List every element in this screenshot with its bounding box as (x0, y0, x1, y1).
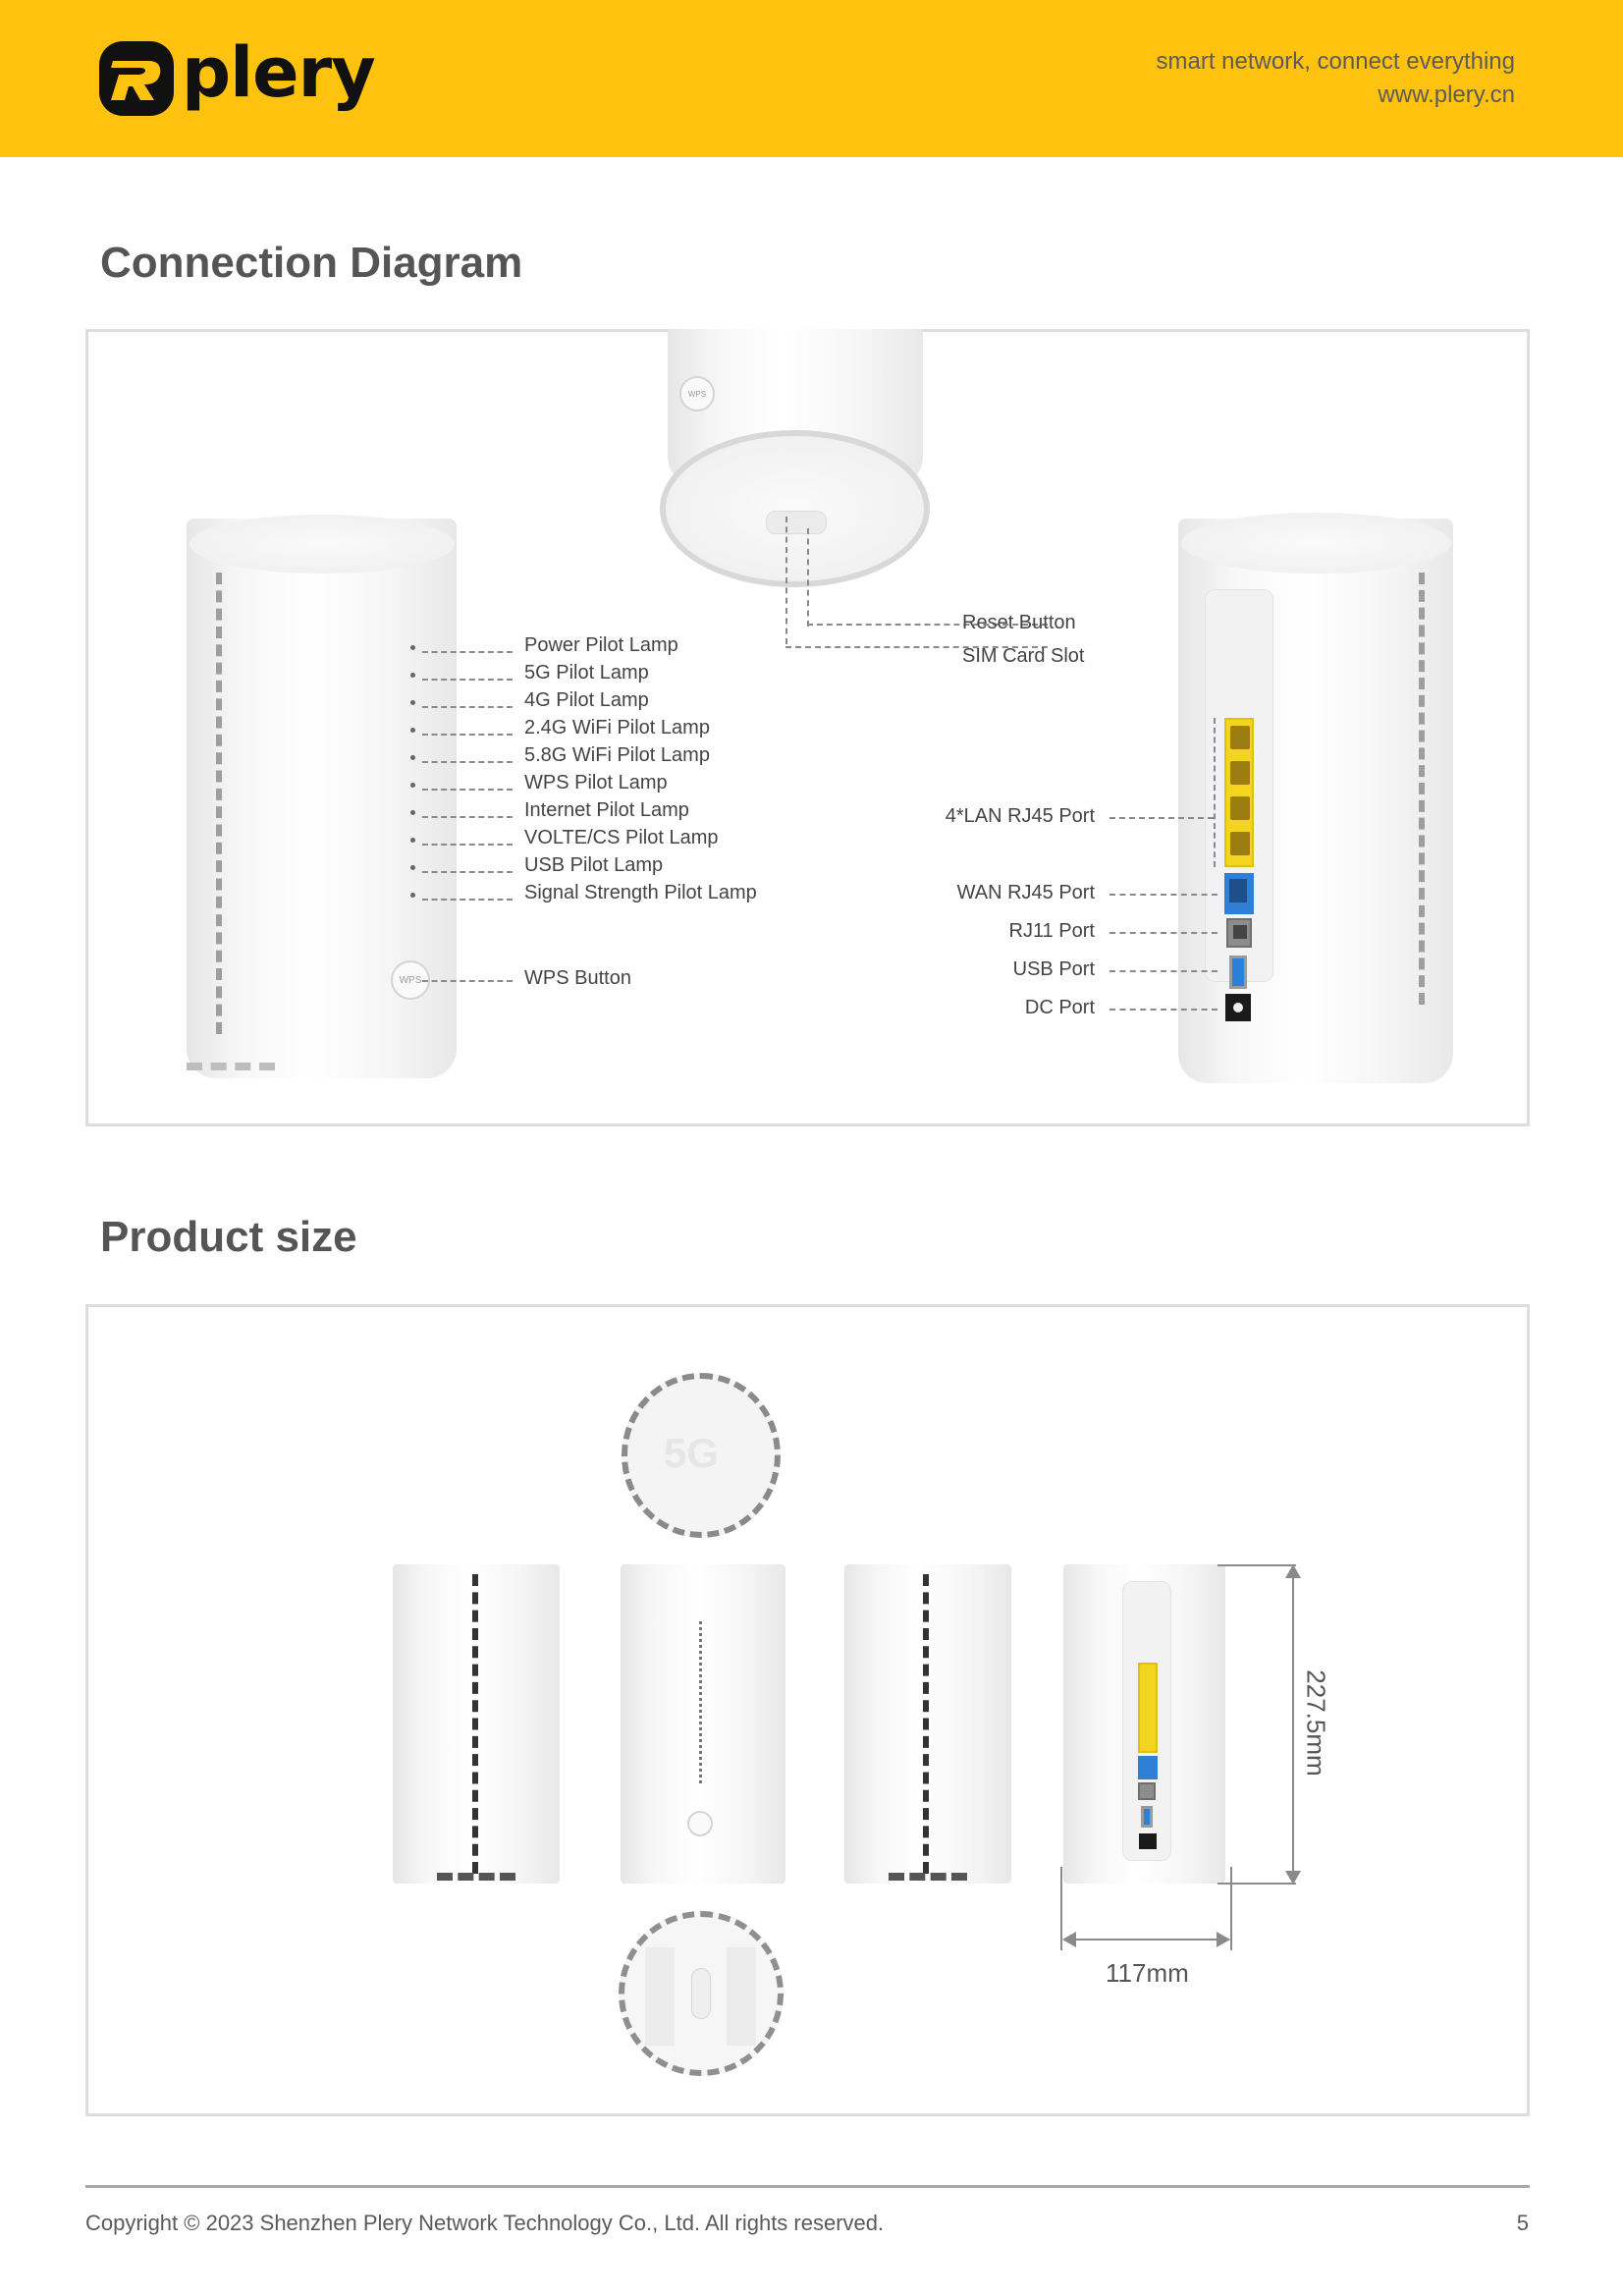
dc-port-icon (1225, 994, 1251, 1021)
label-sim-card-slot: SIM Card Slot (962, 645, 1085, 667)
label-24g-wifi-pilot-lamp: 2.4G WiFi Pilot Lamp (524, 717, 710, 738)
wps-button-icon: WPS (391, 960, 430, 1000)
label-lan-rj45-port: 4*LAN RJ45 Port (945, 805, 1095, 827)
wan-port-icon (1224, 873, 1254, 914)
width-label: 117mm (1106, 1958, 1189, 1988)
label-rj11-port: RJ11 Port (1008, 920, 1095, 942)
wps-button-small-icon (687, 1811, 713, 1836)
page-number: 5 (1516, 2211, 1529, 2235)
wps-button-side-icon: WPS (679, 376, 715, 411)
label-internet-pilot-lamp: Internet Pilot Lamp (524, 799, 689, 821)
tagline-text: smart network, connect everything (1156, 48, 1515, 75)
section-title-connection-diagram: Connection Diagram (100, 239, 523, 287)
website-link[interactable]: www.plery.cn (1378, 82, 1515, 108)
label-4g-pilot-lamp: 4G Pilot Lamp (524, 689, 649, 711)
label-usb-port: USB Port (1012, 958, 1095, 980)
height-label: 227.5mm (1301, 1669, 1331, 1777)
rj11-port-icon (1226, 918, 1252, 948)
lan-ports-icon (1224, 718, 1254, 867)
logo-mark-icon (99, 41, 174, 116)
brand-name: plery (182, 32, 375, 113)
label-wps-pilot-lamp: WPS Pilot Lamp (524, 772, 668, 793)
footer-copyright: Copyright © 2023 Shenzhen Plery Network Technology Co., Ltd. All rights reserved. (85, 2211, 885, 2235)
label-wps-button: WPS Button (524, 967, 631, 989)
top-5g-mark: 5G (664, 1430, 720, 1476)
usb-port-icon (1229, 956, 1247, 989)
label-signal-strength-pilot-lamp: Signal Strength Pilot Lamp (524, 882, 757, 903)
label-power-pilot-lamp: Power Pilot Lamp (524, 634, 678, 656)
brand-logo (99, 32, 375, 116)
label-dc-port: DC Port (1024, 997, 1095, 1018)
label-wan-rj45-port: WAN RJ45 Port (956, 882, 1095, 903)
label-5g-pilot-lamp: 5G Pilot Lamp (524, 662, 649, 683)
section-title-product-size: Product size (100, 1213, 357, 1261)
label-volte-cs-pilot-lamp: VOLTE/CS Pilot Lamp (524, 827, 719, 848)
header-tagline (1157, 45, 1516, 112)
label-usb-pilot-lamp: USB Pilot Lamp (524, 854, 664, 876)
connection-diagram-figure (85, 329, 1530, 1126)
footer-divider (85, 2185, 1530, 2188)
label-reset-button: Reset Button (962, 612, 1076, 633)
label-58g-wifi-pilot-lamp: 5.8G WiFi Pilot Lamp (524, 744, 710, 766)
page-header (0, 0, 1623, 157)
product-size-figure (85, 1304, 1530, 2116)
